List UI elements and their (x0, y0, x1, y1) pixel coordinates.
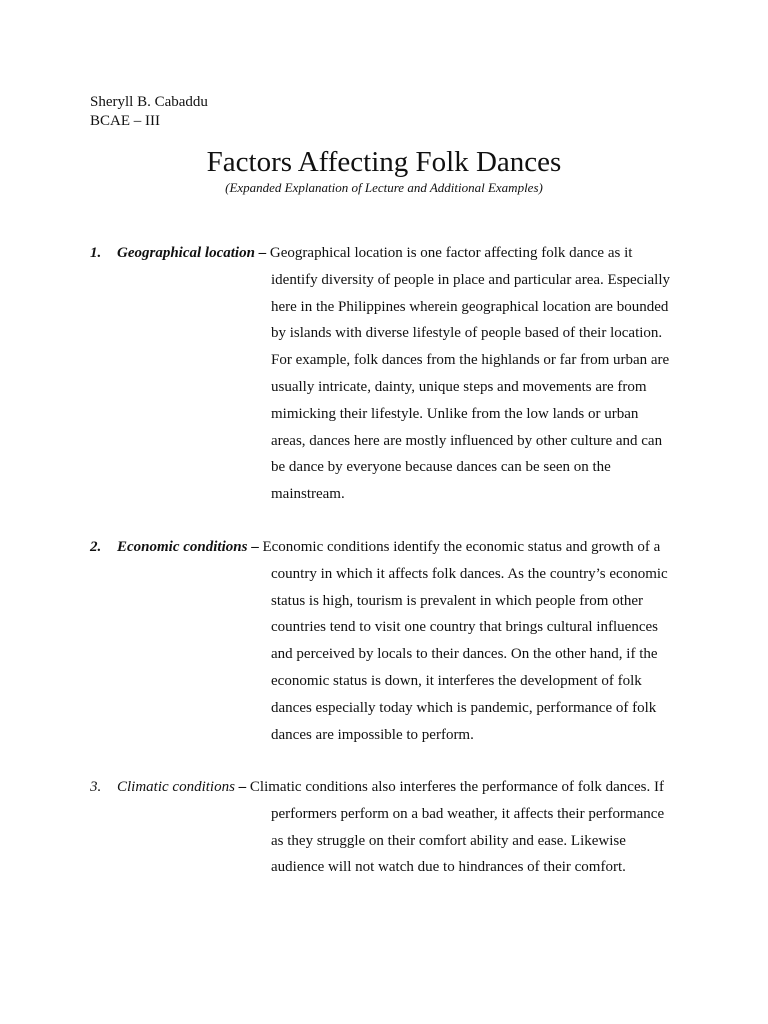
factor-text-line: Economic conditions identify the economic status and growth of a (262, 539, 661, 555)
factor-text-line: dances are impossible to perform. (271, 726, 474, 743)
author-block (90, 93, 208, 131)
factor-dash: – (238, 779, 247, 795)
author-course: BCAE – III (90, 113, 160, 129)
factor-term: Geographical location (117, 245, 255, 261)
document-subtitle: (Expanded Explanation of Lecture and Additional Examples) (225, 180, 543, 195)
factor-term: Economic conditions (117, 539, 248, 555)
factor-text-line: economic status is down, it interferes the development of folk (271, 672, 642, 689)
factor-text-line: by islands with diverse lifestyle of people based of their location. (271, 325, 663, 342)
factor-text-line: be dance by everyone because dances can be seen on the (271, 459, 611, 476)
factor-text-line: mimicking their lifestyle. Unlike from the low lands or urban (271, 405, 639, 422)
factor-text-line: mainstream. (271, 486, 345, 503)
factor-term: Climatic conditions (117, 779, 235, 795)
factor-heading-line (90, 534, 690, 561)
factor-text-line: performers perform on a bad weather, it affects their performance (271, 805, 665, 822)
factor-text-line: as they struggle on their comfort ability and ease. Likewise (271, 832, 626, 849)
factor-text-line: Climatic conditions also interferes the performance of folk dances. If (249, 779, 664, 795)
factor-text-line: usually intricate, dainty, unique steps and movements are from (271, 378, 647, 395)
factor-dash: – (258, 245, 267, 261)
factor-text-line: areas, dances here are mostly influenced by other culture and can (271, 432, 663, 449)
factor-text-line: Geographical location is one factor affecting folk dance as it (269, 245, 633, 261)
factor-number: 1. (90, 245, 102, 261)
factor-text-line: and perceived by locals to their dances. On the other hand, if the (271, 646, 658, 663)
factor-dash: – (251, 539, 259, 555)
factor-item-climatic (90, 774, 690, 881)
document-title: Factors Affecting Folk Dances (206, 146, 562, 178)
factor-text-line: dances especially today which is pandemic, performance of folk (271, 699, 657, 716)
factor-text-line: audience will not watch due to hindrances of their comfort. (271, 859, 626, 876)
factor-heading-line (90, 240, 690, 267)
factor-item-geographical (90, 240, 690, 508)
factor-text-line: identify diversity of people in place and particular area. Especially (271, 271, 671, 288)
factor-heading-line (90, 774, 690, 801)
factor-number: 3. (90, 779, 102, 795)
factor-text-line: For example, folk dances from the highlands or far from urban are (271, 352, 670, 369)
factor-text-line: countries tend to visit one country that brings cultural influences (271, 619, 658, 636)
factor-text-line: country in which it affects folk dances. As the country’s economic (271, 565, 668, 582)
factor-text-line: here in the Philippines wherein geographical location are bounded (271, 298, 669, 315)
factor-number: 2. (90, 539, 102, 555)
author-name: Sheryll B. Cabaddu (90, 94, 208, 110)
factor-text-line: status is high, tourism is prevalent in which people from other (271, 592, 644, 609)
factor-item-economic (90, 534, 690, 748)
